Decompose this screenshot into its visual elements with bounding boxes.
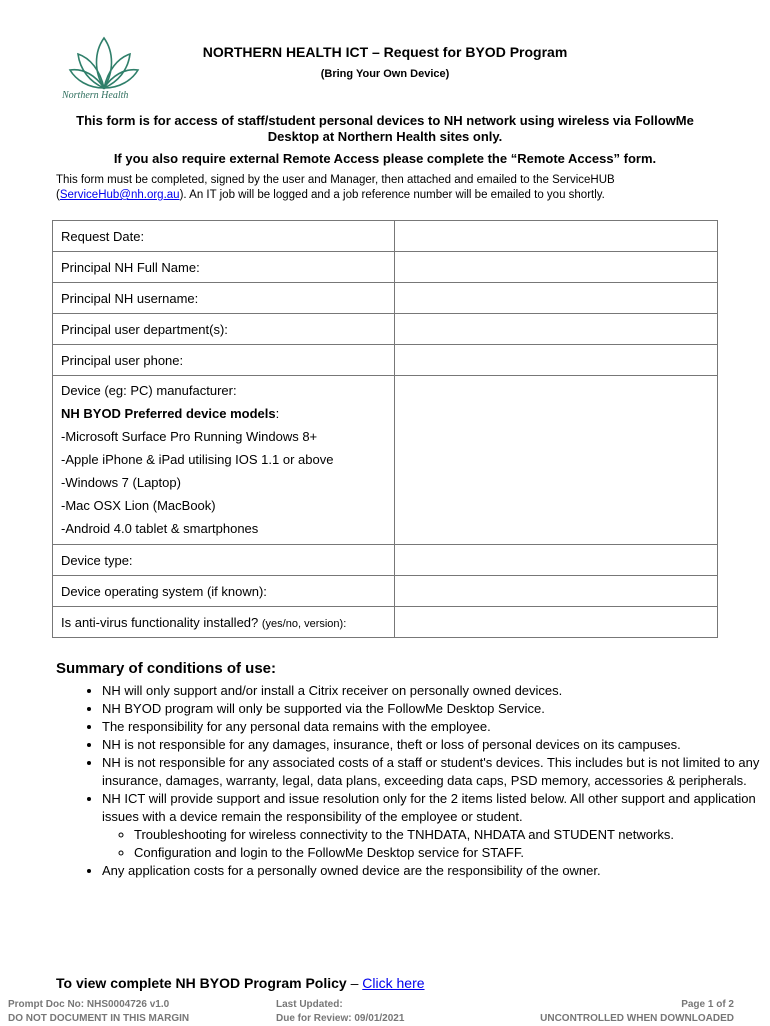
- model-item: -Mac OSX Lion (MacBook): [61, 498, 216, 513]
- intro-purpose: This form is for access of staff/student personal devices to NH network using wireless via FollowMe Desktop at Northern Health sites only.: [76, 113, 694, 144]
- instructions: [56, 173, 736, 203]
- instructions-after: ). An IT job will be logged and a job reference number will be emailed to you shortly.: [179, 189, 605, 201]
- preferred-heading-text: NH BYOD Preferred device models: [61, 406, 276, 421]
- page-number: Page 1 of 2: [681, 999, 734, 1010]
- request-date-label: Request Date:: [53, 221, 395, 252]
- list-item: • NH is not responsible for any damages, insurance, theft or loss of personal devices on its campuses.: [102, 736, 762, 754]
- sub-list-item: ◦ Troubleshooting for wireless connectivity to the TNHDATA, NHDATA and STUDENT networks.: [134, 826, 762, 844]
- footer-center: [276, 998, 404, 1026]
- os-field[interactable]: [395, 576, 718, 607]
- review-date: Due for Review: 09/01/2021: [276, 1013, 405, 1024]
- list-item: [102, 790, 762, 862]
- intro-remote-access: If you also require external Remote Access please complete the “Remote Access” form.: [113, 151, 657, 166]
- phone-label: Principal user phone:: [53, 345, 395, 376]
- table-row: [53, 283, 718, 314]
- antivirus-question: Is anti-virus functionality installed?: [61, 614, 259, 630]
- device-type-label: Device type:: [53, 545, 395, 576]
- table-row: [53, 545, 718, 576]
- policy-click-here-link[interactable]: Click here: [362, 975, 425, 991]
- full-name-label: Principal NH Full Name:: [53, 252, 395, 283]
- username-label: Principal NH username:: [53, 283, 395, 314]
- preferred-heading-colon: :: [275, 406, 280, 421]
- table-row: [53, 345, 718, 376]
- table-row: [53, 314, 718, 345]
- table-row: [53, 607, 718, 638]
- servicehub-email-link[interactable]: ServiceHub@nh.org.au: [59, 189, 180, 201]
- form-subtitle: (Bring Your Own Device): [320, 68, 450, 80]
- list-item: • NH is not responsible for any associated costs of a staff or student's devices. This includes but is not limited to any insurance, damages, warranty, legal, data plans, exceeding data caps, PSD memory, accessories & peripherals.: [102, 754, 762, 790]
- summary-title: Summary of conditions of use:: [56, 660, 277, 677]
- policy-text: To view complete NH BYOD Program Policy: [56, 975, 347, 991]
- department-label: Principal user department(s):: [53, 314, 395, 345]
- list-item: • NH BYOD program will only be supported via the FollowMe Desktop Service.: [102, 700, 762, 718]
- full-name-field[interactable]: [395, 252, 718, 283]
- conditions-list: [60, 682, 762, 880]
- policy-dash: –: [346, 975, 363, 991]
- preferred-models-heading: [61, 402, 386, 425]
- model-item: -Microsoft Surface Pro Running Windows 8+: [61, 429, 318, 444]
- form-title: NORTHERN HEALTH ICT – Request for BYOD Program: [202, 44, 568, 60]
- model-item: -Android 4.0 tablet & smartphones: [61, 521, 259, 536]
- antivirus-label: [53, 607, 395, 638]
- manufacturer-field[interactable]: [395, 376, 718, 545]
- os-label: Device operating system (if known):: [53, 576, 395, 607]
- model-item: -Apple iPhone & iPad utilising IOS 1.1 or above: [61, 452, 334, 467]
- list-item: • The responsibility for any personal data remains with the employee.: [102, 718, 762, 736]
- list-item: • Any application costs for a personally owned device are the responsibility of the owner.: [102, 862, 762, 880]
- antivirus-hint: (yes/no, version):: [261, 617, 347, 630]
- phone-field[interactable]: [395, 345, 718, 376]
- logo-text: Northern Health: [62, 90, 129, 101]
- last-updated: Last Updated:: [276, 999, 343, 1010]
- sub-list-item: ◦ Configuration and login to the FollowMe Desktop service for STAFF.: [134, 844, 762, 862]
- username-field[interactable]: [395, 283, 718, 314]
- manufacturer-cell: [53, 376, 395, 545]
- uncontrolled-note: UNCONTROLLED WHEN DOWNLOADED: [540, 1013, 734, 1024]
- table-row: [53, 576, 718, 607]
- footer-right: [540, 998, 734, 1026]
- device-type-field[interactable]: [395, 545, 718, 576]
- department-field[interactable]: [395, 314, 718, 345]
- request-form-table: [52, 220, 718, 638]
- model-item: -Windows 7 (Laptop): [61, 475, 181, 490]
- policy-line: [56, 975, 425, 991]
- doc-number: Prompt Doc No: NHS0004726 v1.0: [8, 999, 170, 1010]
- antivirus-field[interactable]: [395, 607, 718, 638]
- sub-list: [102, 826, 762, 862]
- margin-note: DO NOT DOCUMENT IN THIS MARGIN: [8, 1013, 190, 1024]
- request-date-field[interactable]: [395, 221, 718, 252]
- table-row: [53, 252, 718, 283]
- table-row: [53, 221, 718, 252]
- footer-left: [8, 998, 189, 1026]
- instructions-before: This form must be completed, signed by the user and Manager, then attached and emailed to the ServiceHUB (: [56, 174, 615, 201]
- list-item: • NH will only support and/or install a Citrix receiver on personally owned devices.: [102, 682, 762, 700]
- manufacturer-label: Device (eg: PC) manufacturer:: [61, 383, 237, 398]
- table-row: [53, 376, 718, 545]
- list-item-text: NH ICT will provide support and issue resolution only for the 2 items listed below. All other support and application issues with a device remain the responsibility of the employee or student.: [102, 791, 756, 824]
